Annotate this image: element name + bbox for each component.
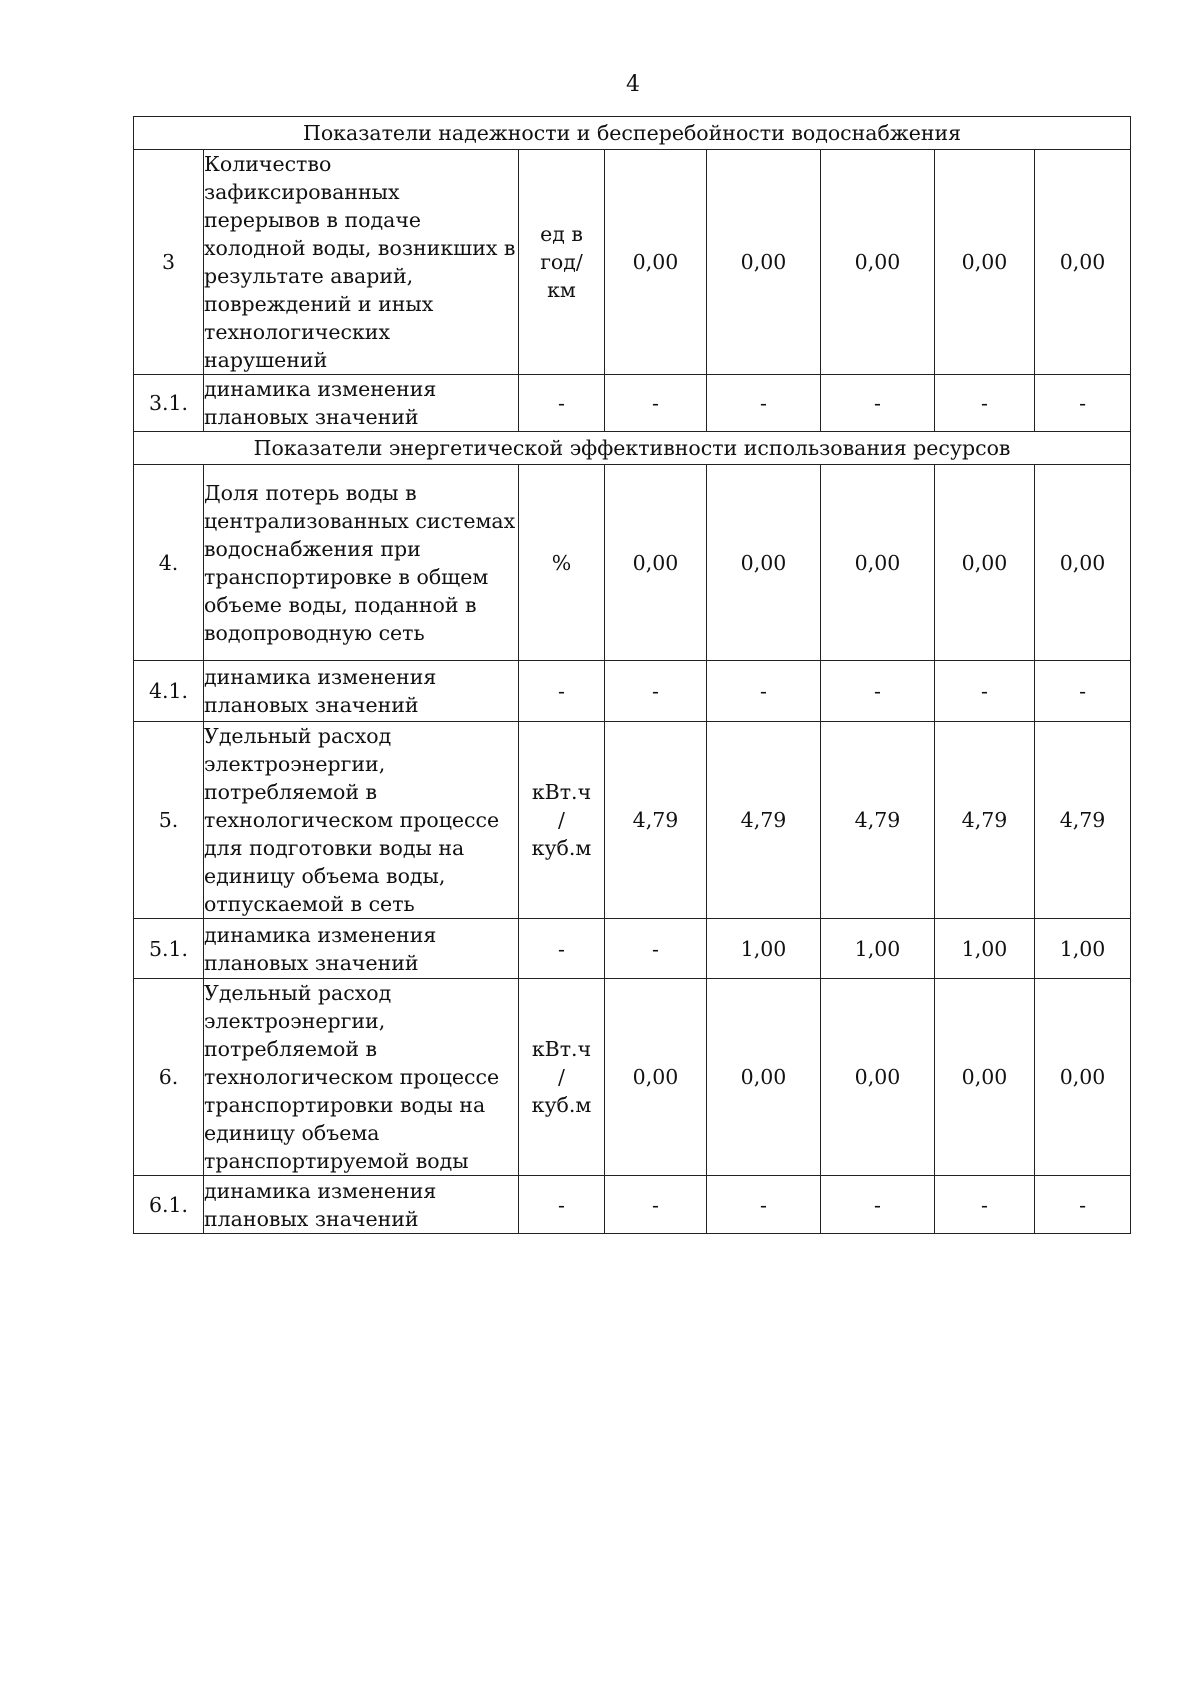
unit-line: км [547, 278, 576, 302]
value-cell: 0,00 [935, 150, 1035, 375]
table-row [134, 979, 1131, 1176]
row-number: 5. [134, 722, 204, 919]
value-cell: 0,00 [821, 979, 935, 1176]
value-cell: 0,00 [707, 979, 821, 1176]
unit-cell: - [519, 375, 605, 432]
value-cell: - [605, 1176, 707, 1234]
section-title-energy: Показатели энергетической эффективности использования ресурсов [134, 432, 1131, 465]
table-row [134, 465, 1131, 661]
unit-cell [519, 979, 605, 1176]
indicator-name: динамика изменения плановых значений [204, 1176, 519, 1234]
indicator-name: динамика изменения плановых значений [204, 661, 519, 722]
value-cell: - [935, 1176, 1035, 1234]
row-number: 3 [134, 150, 204, 375]
value-cell: 0,00 [707, 150, 821, 375]
value-cell: 0,00 [605, 150, 707, 375]
indicator-name: динамика изменения плановых значений [204, 375, 519, 432]
value-cell: 4,79 [605, 722, 707, 919]
indicator-name: Количество зафиксированных перерывов в подаче холодной воды, возникших в результате аварий, повреждений и иных технологических нарушений [204, 150, 519, 375]
indicator-name: Доля потерь воды в централизованных системах водоснабжения при транспортировке в общем объеме воды, поданной в водопроводную сеть [204, 465, 519, 661]
section-row [134, 117, 1131, 150]
value-cell: 0,00 [935, 979, 1035, 1176]
unit-cell: - [519, 1176, 605, 1234]
table-row [134, 1176, 1131, 1234]
section-title-reliability: Показатели надежности и бесперебойности водоснабжения [134, 117, 1131, 150]
value-cell: 0,00 [821, 465, 935, 661]
table-row [134, 375, 1131, 432]
unit-line: кВт.ч [531, 780, 592, 804]
value-cell: - [605, 661, 707, 722]
table-row [134, 919, 1131, 979]
unit-cell: - [519, 919, 605, 979]
row-number: 3.1. [134, 375, 204, 432]
unit-cell: % [519, 465, 605, 661]
value-cell: 0,00 [605, 465, 707, 661]
value-cell: - [1035, 1176, 1131, 1234]
value-cell: 0,00 [605, 979, 707, 1176]
value-cell: - [1035, 661, 1131, 722]
row-number: 4. [134, 465, 204, 661]
unit-line: кВт.ч [531, 1037, 592, 1061]
row-number: 6.1. [134, 1176, 204, 1234]
value-cell: 0,00 [935, 465, 1035, 661]
value-cell: - [707, 375, 821, 432]
value-cell: - [821, 661, 935, 722]
unit-line: / [558, 1065, 565, 1089]
value-cell: 4,79 [935, 722, 1035, 919]
value-cell: 0,00 [1035, 465, 1131, 661]
unit-line: / [558, 808, 565, 832]
value-cell: 4,79 [1035, 722, 1131, 919]
table-row [134, 722, 1131, 919]
table-row [134, 661, 1131, 722]
unit-cell: - [519, 661, 605, 722]
indicator-name: Удельный расход электроэнергии, потребляемой в технологическом процессе транспортировки воды на единицу объема транспортируемой воды [204, 979, 519, 1176]
value-cell: 1,00 [707, 919, 821, 979]
value-cell: 0,00 [1035, 979, 1131, 1176]
unit-cell [519, 150, 605, 375]
value-cell: - [935, 375, 1035, 432]
value-cell: 0,00 [1035, 150, 1131, 375]
value-cell: - [821, 1176, 935, 1234]
value-cell: - [707, 661, 821, 722]
value-cell: - [605, 375, 707, 432]
value-cell: - [605, 919, 707, 979]
value-cell: - [707, 1176, 821, 1234]
unit-cell [519, 722, 605, 919]
section-row [134, 432, 1131, 465]
value-cell: 0,00 [707, 465, 821, 661]
indicator-name: динамика изменения плановых значений [204, 919, 519, 979]
value-cell: - [935, 661, 1035, 722]
value-cell: 4,79 [821, 722, 935, 919]
value-cell: 4,79 [707, 722, 821, 919]
unit-line: год/ [540, 250, 583, 274]
row-number: 5.1. [134, 919, 204, 979]
table-row [134, 150, 1131, 375]
indicator-name: Удельный расход электроэнергии, потребляемой в технологическом процессе для подготовки воды на единицу объема воды, отпускаемой в сеть [204, 722, 519, 919]
indicators-table [133, 116, 1131, 1234]
row-number: 6. [134, 979, 204, 1176]
page-number: 4 [626, 72, 640, 97]
value-cell: - [1035, 375, 1131, 432]
value-cell: 1,00 [935, 919, 1035, 979]
value-cell: 0,00 [821, 150, 935, 375]
value-cell: 1,00 [1035, 919, 1131, 979]
unit-line: ед в [540, 222, 583, 246]
row-number: 4.1. [134, 661, 204, 722]
value-cell: - [821, 375, 935, 432]
unit-line: куб.м [531, 836, 592, 860]
value-cell: 1,00 [821, 919, 935, 979]
unit-line: куб.м [531, 1093, 592, 1117]
